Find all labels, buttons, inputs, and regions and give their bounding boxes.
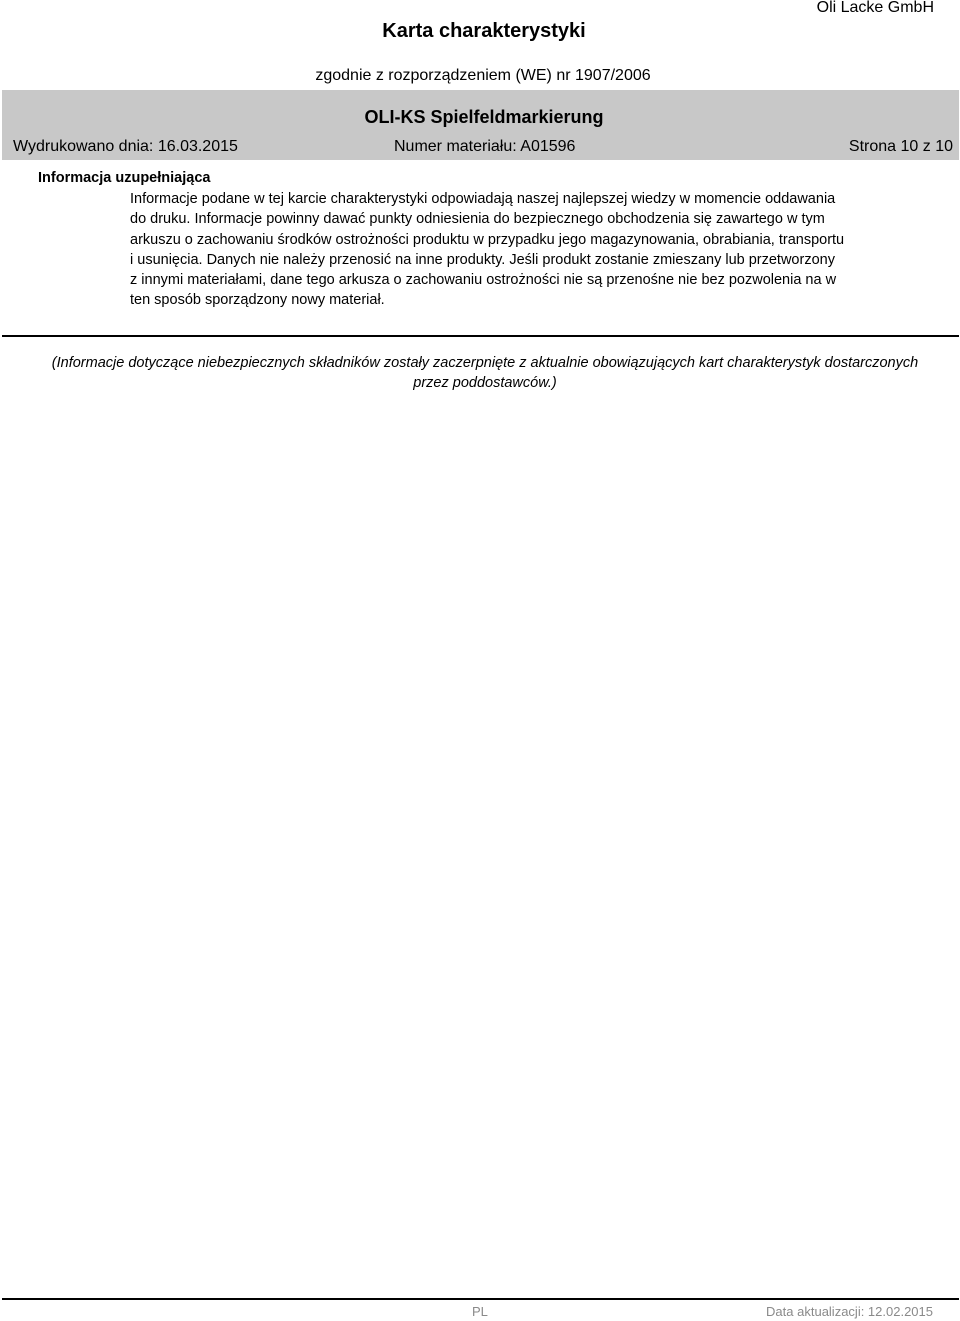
regulation-reference: zgodnie z rozporządzeniem (WE) nr 1907/2006 xyxy=(315,67,651,84)
footer-language: PL xyxy=(472,1304,488,1319)
section-divider xyxy=(2,335,959,337)
printed-date: Wydrukowano dnia: 16.03.2015 xyxy=(13,138,238,155)
header-info-row xyxy=(13,138,953,156)
footer-divider xyxy=(2,1298,959,1300)
page-number: Strona 10 z 10 xyxy=(848,138,953,155)
document-title: Karta charakterystyki xyxy=(382,20,586,42)
section-body: Informacje podane w tej karcie charakterystyki odpowiadają naszej najlepszej wiedzy w momencie oddawania do druku. Informacje powinny dawać punkty odniesienia do bezpiecznego obchodzenia się zawartego w tym arkuszu o zachowaniu środków ostrożności produktu w przypadku jego magazynowania, obrabiania, transportu i usunięcia. Danych nie należy przenosić na inne produkty. Jeśli produkt zostanie zmieszany lub przetworzony z innymi materiałami, dane tego arkusza o zachowaniu ostrożności nie są przenośne nie bez pozwolenia na w ten sposób sporządzony nowy materiał. xyxy=(130,191,845,309)
company-name: Oli Lacke GmbH xyxy=(816,0,934,16)
material-number: Numer materiału: A01596 xyxy=(394,138,576,155)
section-heading: Informacja uzupełniająca xyxy=(38,170,211,186)
product-name: OLI-KS Spielfeldmarkierung xyxy=(364,107,604,127)
footer-update-date: Data aktualizacji: 12.02.2015 xyxy=(766,1304,933,1319)
source-note: (Informacje dotyczące niebezpiecznych składników zostały zaczerpnięte z aktualnie obowiązujących kart charakterystyk dostarczonych przez poddostawców.) xyxy=(51,355,919,391)
